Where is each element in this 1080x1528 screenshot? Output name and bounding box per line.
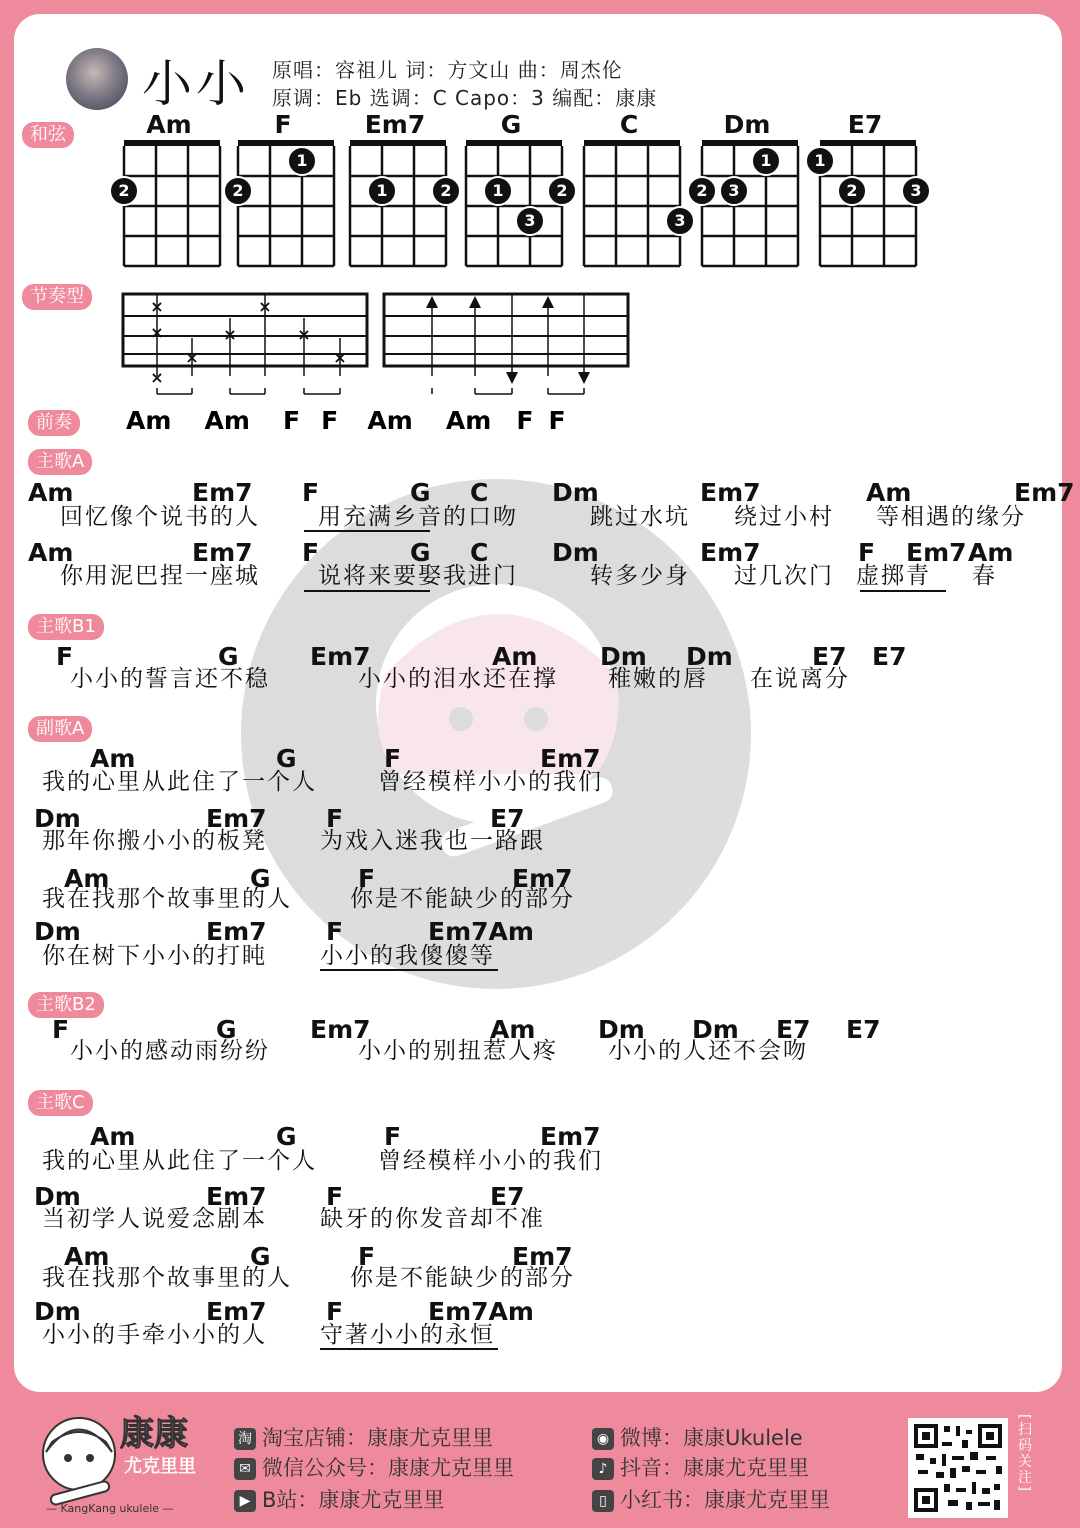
chord-label: Dm [34,1297,81,1326]
chord-label: Em7 [310,1015,371,1044]
prelude-chord: F [516,406,534,435]
chord-label: F [326,804,344,833]
chord-name: Em7 [364,110,426,139]
chord-label: E7 [846,1015,881,1044]
chord-label: Dm [552,538,599,567]
lyric-phrase: 你用泥巴捏一座城 [60,563,260,589]
lyric-phrase: 小小的感动雨纷纷 [70,1038,270,1064]
song-sheet [14,14,1075,1392]
chorus-a-tag: 副歌A [28,716,92,742]
lyric-phrase: 跳过水坑 [590,504,690,530]
chord-label: G [250,864,271,893]
chord-label: Dm [552,478,599,507]
prelude-chord: Am [445,406,492,435]
chord-label: F [384,744,402,773]
chord-name: Dm [723,110,771,139]
chord-name: G [500,110,522,139]
chord-label: E7 [872,642,907,671]
chord-label: F [326,1182,344,1211]
lyric-phrase: 虚掷青 [856,563,931,589]
chord-label: Dm [34,917,81,946]
chord-label: Em7 [1014,478,1075,507]
verse-a-tag: 主歌A [28,449,92,475]
chord-label: Em7 [700,478,761,507]
xiaohongshu-link[interactable]: ▯ 小红书：康康尤克里里 [592,1484,830,1514]
chord-label: Em7 [192,478,253,507]
chord-label: Em7Am [428,1297,534,1326]
chord-label: Dm [600,642,647,671]
wechat-icon: ✉ [234,1458,256,1480]
chord-label: Em7 [206,804,267,833]
chord-label: Em7 [310,642,371,671]
chord-label: Em7Am [428,917,534,946]
brand-tagline: — KangKang ukulele — [46,1502,174,1515]
chord-label: E7 [490,804,525,833]
qr-code[interactable] [908,1418,1008,1518]
wechat-link[interactable]: ✉ 微信公众号：康康尤克里里 [234,1452,514,1482]
chord-label: Em7 [700,538,761,567]
chord-name: F [274,110,292,139]
finger-dot: 3 [515,206,545,236]
svg-text:×: × [150,368,164,387]
chord-label: G [218,642,239,671]
chord-label: G [410,478,431,507]
chord-label: F [326,917,344,946]
lyric-phrase: 你是不能缺少的部分 [350,1265,575,1291]
verse-b1-tag: 主歌B1 [28,614,104,640]
finger-dot: 2 [687,176,717,206]
verse-c-tag: 主歌C [28,1090,93,1116]
chord-label: Dm [598,1015,645,1044]
chord-label: F [302,538,320,567]
finger-dot: 2 [837,176,867,206]
svg-text:×: × [333,348,347,367]
lyric-phrase: 小小的人还不会吻 [608,1038,808,1064]
chord-label: Am [28,478,74,507]
svg-text:×: × [185,348,199,367]
finger-dot: 2 [223,176,253,206]
chord-label: F [302,478,320,507]
prelude-chord: F [321,406,339,435]
taobao-link[interactable]: 淘 淘宝店铺：康康尤克里里 [234,1422,493,1452]
lyric-phrase: 我在找那个故事里的人 [42,886,292,912]
weibo-icon: ◉ [592,1428,614,1450]
brand-logo [36,1402,206,1522]
verse-b2-tag: 主歌B2 [28,992,104,1018]
chord-name: E7 [847,110,883,139]
lyric-phrase: 曾经模样小小的我们 [378,769,603,795]
finger-dot: 3 [665,206,695,236]
lyric-phrase: 小小的我傻傻等 [320,943,495,969]
scan-label: [扫码关注] [1016,1414,1032,1493]
song-title: 小小 [142,55,250,113]
lyric-phrase: 回忆像个说书的人 [60,504,260,530]
finger-dot: 2 [547,176,577,206]
chord-label: Em7 [206,1297,267,1326]
finger-dot: 1 [805,146,835,176]
douyin-link[interactable]: ♪ 抖音：康康尤克里里 [592,1452,809,1482]
chord-label: Am [492,642,538,671]
mascot-icon [36,1412,122,1508]
lyric-phrase: 在说离分 [750,666,850,692]
finger-dot: 3 [901,176,931,206]
lyric-phrase: 过几次门 [734,563,834,589]
chord-label: G [216,1015,237,1044]
credits-line-2: 原调：Eb 选调：C Capo：3 编配：康康 [272,86,658,110]
chord-label: E7 [776,1015,811,1044]
taobao-icon: 淘 [234,1428,256,1450]
lyric-phrase: 等相遇的缘分 [876,504,1026,530]
lyric-phrase: 你是不能缺少的部分 [350,886,575,912]
chords-tag: 和弦 [22,122,74,148]
chord-label: Em7 [512,1242,573,1271]
finger-dot: 1 [483,176,513,206]
chord-label: Am [866,478,912,507]
chord-label: F [56,642,74,671]
bilibili-link[interactable]: ▶ B站：康康尤克里里 [234,1484,444,1514]
lyric-phrase: 你在树下小小的打盹 [42,943,267,969]
lyric-phrase: 当初学人说爱念剧本 [42,1206,267,1232]
chord-label: Am [64,864,110,893]
lyric-phrase: 守著小小的永恒 [320,1322,495,1348]
lyric-phrase: 小小的手牵小小的人 [42,1322,267,1348]
credits-line-1: 原唱：容祖儿 词：方文山 曲：周杰伦 [272,58,623,82]
chord-label: Dm [686,642,733,671]
lyric-phrase: 小小的泪水还在撑 [358,666,558,692]
chord-label: G [276,1122,297,1151]
chord-label: F [358,1242,376,1271]
lyric-phrase: 为戏入迷我也一路跟 [320,828,545,854]
chord-name: C [619,110,639,139]
prelude-chord: Am [204,406,250,435]
xiaohongshu-icon: ▯ [592,1490,614,1512]
brand-subname: 尤克里里 [124,1456,196,1477]
lyric-phrase: 绕过小村 [734,504,834,530]
chord-label: Am [28,538,74,567]
chord-label: Am [64,1242,110,1271]
lyric-phrase: 缺牙的你发音却不准 [320,1206,545,1232]
chord-name: Am [146,110,192,139]
finger-dot: 1 [287,146,317,176]
chord-label: Em7 [906,538,967,567]
chord-label: Dm [34,1182,81,1211]
chord-label: G [410,538,431,567]
finger-dot: 3 [719,176,749,206]
chord-label: Am [90,1122,136,1151]
chord-label: E7 [812,642,847,671]
lyric-phrase: 小小的誓言还不稳 [70,666,270,692]
chord-label: G [250,1242,271,1271]
prelude-chord: F [283,406,301,435]
chord-label: F [52,1015,70,1044]
chord-label: Em7 [540,744,601,773]
lyric-phrase: 我在找那个故事里的人 [42,1265,292,1291]
lyric-phrase: 我的心里从此住了一个人 [42,769,317,795]
prelude-tag: 前奏 [28,410,80,436]
finger-dot: 2 [109,176,139,206]
chord-label: F [326,1297,344,1326]
chord-label: Em7 [540,1122,601,1151]
chord-label: Em7 [192,538,253,567]
svg-text:×: × [258,297,272,316]
chord-label: Am [968,538,1014,567]
prelude-chord: F [548,406,566,435]
chord-label: C [470,478,489,507]
chord-label: Dm [34,804,81,833]
svg-text:×: × [297,325,311,344]
chord-label: Am [90,744,136,773]
chord-label: Em7 [206,1182,267,1211]
finger-dot: 1 [751,146,781,176]
chord-label: Em7 [206,917,267,946]
lyric-phrase: 用充满乡音的口吻 [318,504,518,530]
lyric-phrase: 春 [972,563,997,589]
chord-label: Am [490,1015,536,1044]
chord-label: Dm [692,1015,739,1044]
lyric-phrase: 稚嫩的唇 [608,666,708,692]
chord-label: F [358,864,376,893]
lyric-phrase: 小小的别扭惹人疼 [358,1038,558,1064]
weibo-link[interactable]: ◉ 微博：康康Ukulele [592,1422,803,1452]
svg-text:×: × [223,325,237,344]
brand-name: 康康 [120,1414,188,1454]
rhythm-tag: 节奏型 [22,284,92,310]
chord-label: C [470,538,489,567]
bilibili-icon: ▶ [234,1490,256,1512]
chord-label: Em7 [512,864,573,893]
chord-label: G [276,744,297,773]
svg-text:×: × [150,323,164,342]
douyin-icon: ♪ [592,1458,614,1480]
chord-label: E7 [490,1182,525,1211]
lyric-phrase: 说将来要娶我进门 [318,563,518,589]
chord-label: F [384,1122,402,1151]
lyric-phrase: 曾经模样小小的我们 [378,1148,603,1174]
chord-label: F [858,538,876,567]
lyric-phrase: 那年你搬小小的板凳 [42,828,267,854]
prelude-chord: Am [126,406,172,435]
prelude-chord: Am [367,406,413,435]
lyric-phrase: 转多少身 [590,563,690,589]
svg-text:×: × [150,297,164,316]
lyric-phrase: 我的心里从此住了一个人 [42,1148,317,1174]
lyrics-area [14,14,1075,1392]
finger-dot: 2 [431,176,461,206]
finger-dot: 1 [367,176,397,206]
